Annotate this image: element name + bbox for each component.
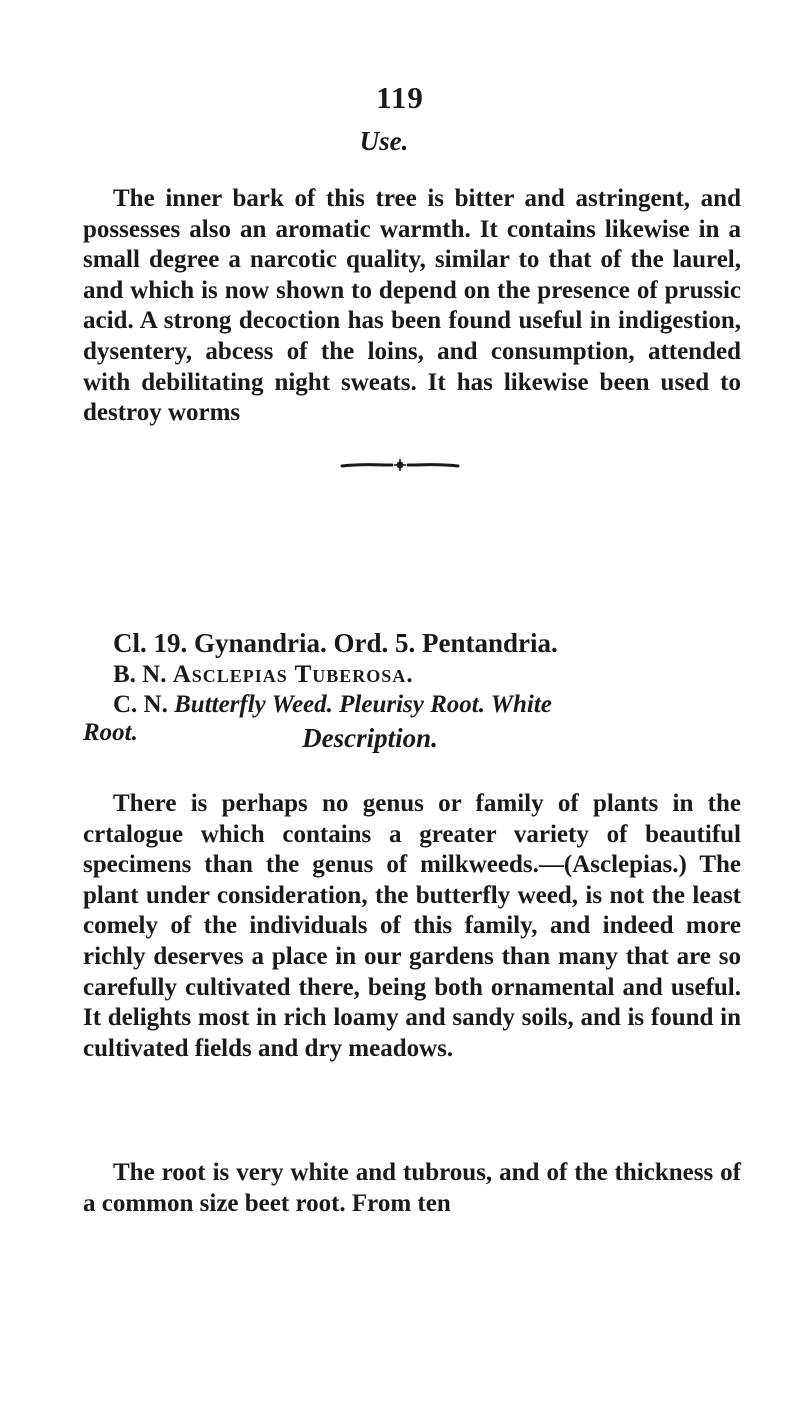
use-heading: Use. [359,126,409,156]
botanical-name: Asclepias Tuberosa. [172,661,414,688]
classification-class-order: Cl. 19. Gynandria. Ord. 5. Pentandria. [113,628,558,658]
description-heading: Description. [302,723,438,753]
botanical-name-line [113,660,773,690]
description-paragraph: There is perhaps no genus or family of plants in the crtalogue which contains a greater variety of beautiful specimens than the genus of milkweeds.—(Asclepias.) The plant under consideration, the butterfly weed, is not the least comely of the individuals of this family, and indeed more richly deserves a place in our gardens than many that are so carefully cultivated there, being both ornamental and useful. It delights most in rich loamy and sandy soils, and is found in cultivated fields and dry meadows. [83,790,741,1062]
common-name-prefix: C. N. [113,691,175,718]
page-number: 119 [376,80,424,115]
root-paragraph: The root is very white and tubrous, and of the thickness of a common size beet root. From ten [83,1159,741,1217]
section-divider-ornament [340,458,460,472]
common-names-line [113,690,773,720]
common-names: Butterfly Weed. Pleurisy Root. White [174,691,552,718]
botanical-name-prefix: B. N. [113,661,173,688]
common-names-continued: Root. [83,719,138,746]
use-paragraph: The inner bark of this tree is bitter and astringent, and possesses also an aromatic warmth. It contains likewise in a small degree a narcotic quality, similar to that of the laurel, and which is now shown to depend on the presence of prussic acid. A strong decoction has been found useful in indigestion, dysentery, abcess of the loins, and consumption, attended with debilitating night sweats. It has likewise been used to destroy worms [83,185,741,427]
